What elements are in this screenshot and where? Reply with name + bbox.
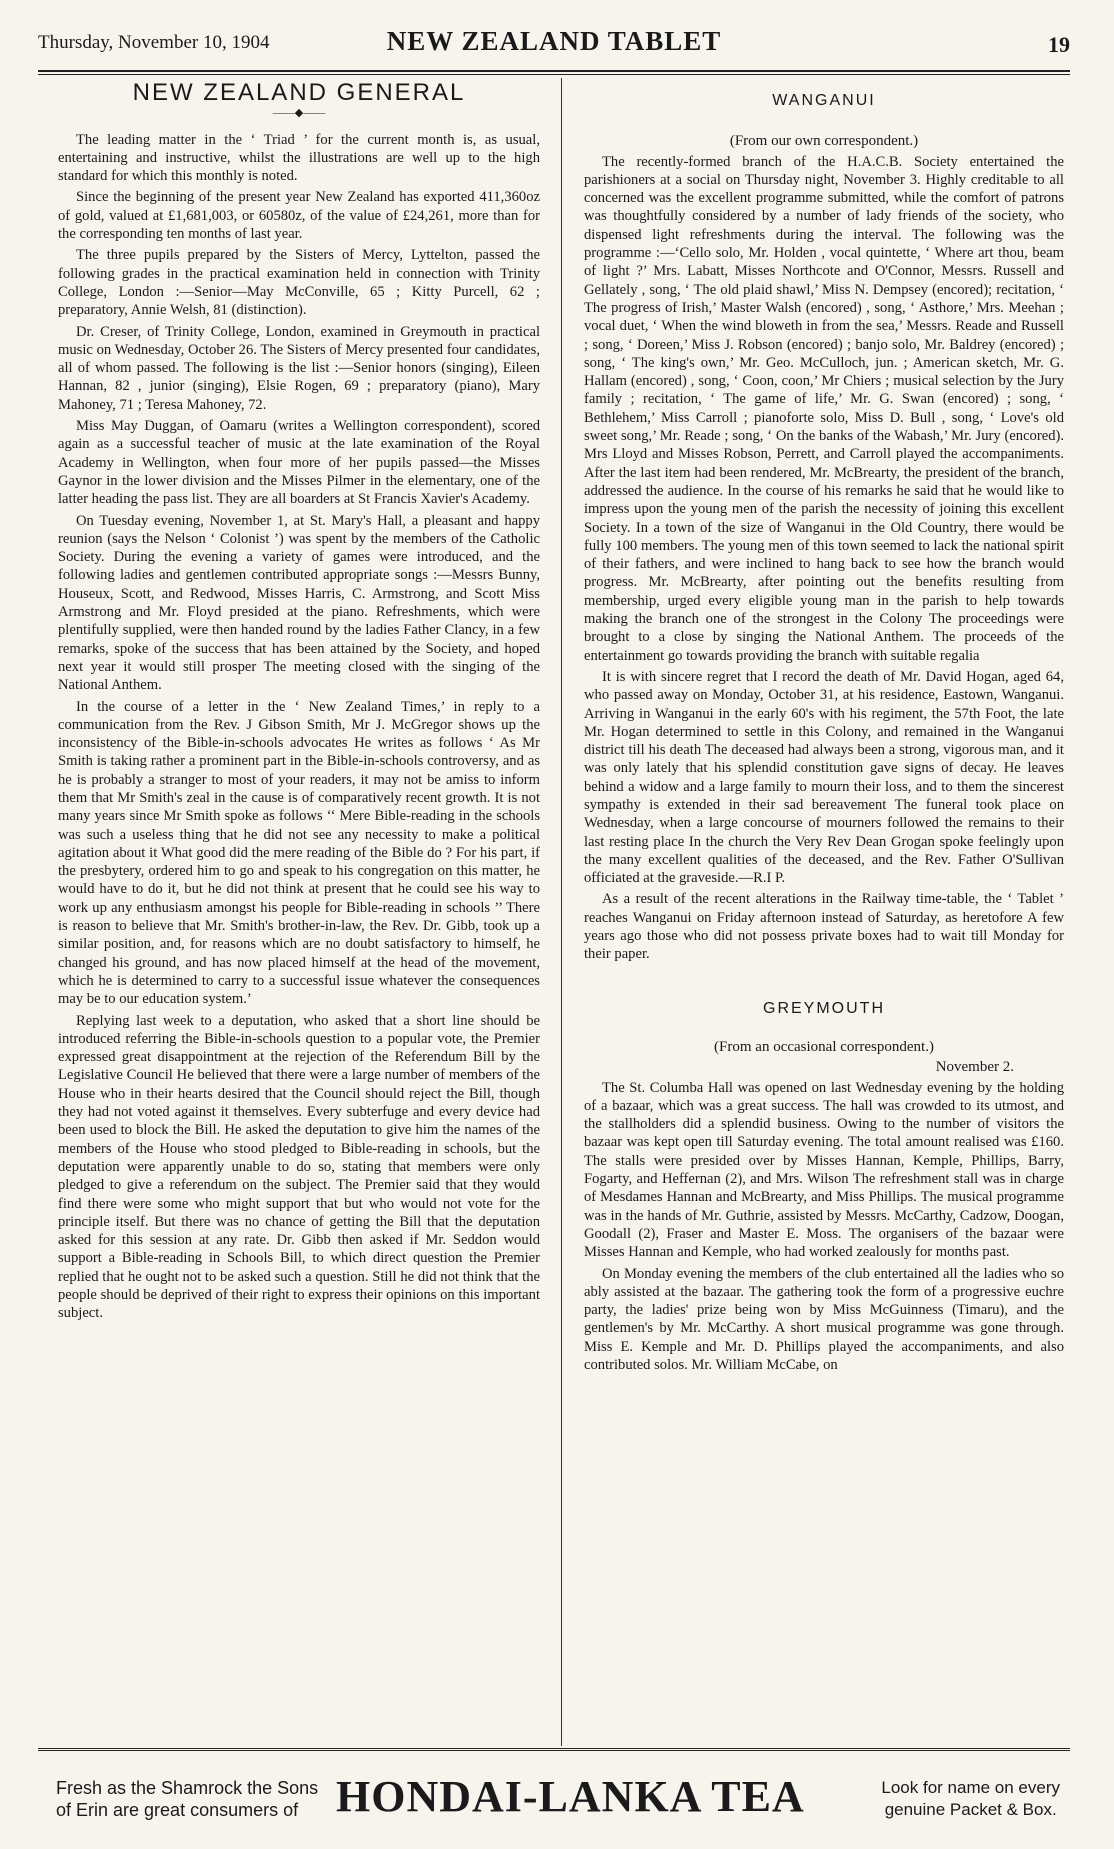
section-heading-greymouth: GREYMOUTH — [763, 999, 885, 1017]
article-paragraph: In the course of a letter in the ‘ New Zealand Times,’ in reply to a communication from the Rev. J Gibson Smith, Mr J. McGregor shows up the inconsistency of the Bible-in-schools advocates He writes as follows ‘ As Mr Smith is taking rather a prominent part in the Bible-in-schools controversy, and as he is probably a stranger to most of your readers, it may not be amiss to inform them that Mr Smith's zeal in the cause is of comparatively recent growth. It is not many years since Mr Smith spoke as follows ‘‘ Mere Bible-reading in the schools was such a useless thing that he did not see any necessity to make a political agitation about it What good did the mere reading of the Bible do ? For his part, if the presbytery, ordered him to go and speak to his congregation on this matter, he would have to do it, but he did not think at present that he could see his way to work up any enthusiasm amongst his people for Bible-reading in schools ’’ There is reason to believe that Mr. Smith's brother-in-law, the Rev. Dr. Gibb, took up a similar position, and, for reasons which are no doubt satisfactory to himself, he changed his ground, and has now placed himself at the head of the movement, which he is determined to carry to a successful issue whatever the consequences may be to our education system.’ — [58, 698, 540, 1008]
article-paragraph: On Monday evening the members of the club entertained all the ladies who so ably assisted at the bazaar. The gathering took the form of a progressive euchre party, the ladies' prize being won by Miss McGuinness (Timaru), and the gentlemen's by Mr. McCarthy. A short musical programme was gone through. Miss E. Kemple and Mr. D. Phillips played the accompaniments, and also contributed solos. Mr. William McCabe, on — [584, 1265, 1064, 1373]
article-paragraph: The St. Columba Hall was opened on last Wednesday evening by the holding of a bazaar, which was a great success. The hall was crowded to its utmost, and the stallholders did a splendid business. Owing to the number of visitors the bazaar was kept open till Saturday evening. The total amount realised was £160. The stalls were presided over by Misses Hannan, Kemple, Phillips, Barry, Fogarty, and Heffernan (2), and Mrs. Wilson The refreshment stall was in charge of Mesdames Hannan and McBrearty, and Miss Phillips. The musical programme was in the hands of Mr. Guthrie, assisted by Messrs. McCarthy, Cadzow, Doogan, Goodall (2), Fraser and Master E. Moss. The organisers of the bazaar were Misses Hannan and Kemple, who had worked zealously for months past. — [584, 1079, 1064, 1261]
advertisement-footer — [38, 1748, 1070, 1839]
article-paragraph: On Tuesday evening, November 1, at St. Mary's Hall, a pleasant and happy reunion (says the Nelson ‘ Colonist ’) was spent by the members of the Catholic Society. During the evening a variety of games were introduced, and the following ladies and gentlemen contributed appropriate songs :—Messrs Bunny, Houseux, Scott, and Redwood, Misses Harris, C. Armstrong, and Scott Miss Armstrong and Mr. Floyd presided at the piano. Refreshments, which were plentifully supplied, were then handed round by the ladies Father Clancy, in a few remarks, spoke of the success that has been attained by the Society, and hoped next year it would still prosper The meeting closed with the singing of the National Anthem. — [58, 512, 540, 694]
ad-note-line: Look for name on every — [881, 1778, 1060, 1797]
byline: (From an occasional correspondent.) — [714, 1038, 934, 1055]
article-paragraph: The recently-formed branch of the H.A.C.B. Society entertained the parishioners at a social on Thursday night, November 3. Highly creditable to all concerned was the excellent programme submitted, while the comfort of patrons was thoughtfully considered by a number of lady friends of the society, who dispensed light refreshments during the interval. The following was the programme :—‘Cello solo, Mr. Holden , vocal quintette, ‘ Where art thou, beam of light ?’ Mrs. Labatt, Misses Northcote and O'Connor, Messrs. Russell and Gellately , song, ‘ The old plaid shawl,’ Miss N. Dempsey (encored); recitation, ‘ The progress of Irish,’ Master Walsh (encored) , song, ‘ Asthore,’ Mrs. Meehan ; vocal duet, ‘ When the wind bloweth in from the sea,’ Messrs. Reade and Russell ; song, ‘ Doreen,’ Miss J. Robson (encored) ; banjo solo, Mr. Baldrey (encored) ; song, ‘ The king's own,’ Mr. Geo. McCulloch, jun. ; American sketch, Mr. G. Hallam (encored) , song, ‘ Coon, coon,’ Mr Chiers ; musical selection by the Jury family ; recitation, ‘ The game of life,’ Mr. G. Swan (encored) ; song, ‘ Bethlehem,’ Miss Carroll ; pianoforte solo, Miss D. Bull , song, ‘ Love's old sweet song,’ Mr. Reade ; song, ‘ On the banks of the Wabash,’ Mr. Jury (encored). Mrs Lloyd and Misses Robson, Perrett, and Carroll played the accompaniments. After the last item had been rendered, Mr. McBrearty, the president of the branch, addressed the audience. In the course of his remarks he said that he would like to impress upon the young men of the parish the necessity of joining this excellent Society. In a town of the size of Wanganui in the Old Country, there would be fully 100 members. The young men of this town seemed to lack the national spirit of their fathers, and were inclined to hang back to see how the branch would progress. Mr. McBrearty, after pointing out the benefits resulting from membership, urged every eligible young man in the parish to help towards making the branch one of the strongest in the Colony The proceedings were brought to a close by singing the National Anthem. The proceeds of the entertainment go towards providing the branch with suitable regalia — [584, 153, 1064, 664]
article-paragraph: Replying last week to a deputation, who asked that a short line should be introduced referring the Bible-in-schools question to a popular vote, the Premier expressed great disappointment at the rejection of the Referendum Bill by the Legislative Council He believed that there were a large number of members of the House who in their hearts desired that the Council should reject the Bill, though they had not voted against it themselves. Every subterfuge and every device had been used to block the Bill. He asked the deputation to give him the names of the members of the House who stood pledged to Bible-reading in schools, but the deputation were apparently unable to do so, stating that members were only pledged to give a referendum on the subject. The Premier said that they would find there were some who might support that but who would not vote for the principle itself. But there was no chance of getting the Bill that the deputation asked for this session at any rate. Dr. Gibb then asked if Mr. Seddon would support a Bible-reading in Schools Bill, to which direct question the Premier replied that he ought not to be asked such a question. Still he did not think that the people should be deprived of their right to express their opinions on this important subject. — [58, 1012, 540, 1322]
column-divider — [561, 78, 562, 1746]
byline: (From our own correspondent.) — [729, 133, 919, 150]
section-heading-nz-general: NEW ZEALAND GENERAL — [132, 79, 466, 106]
heading-ornament: ——◆—— — [272, 107, 326, 120]
article-paragraph: The three pupils prepared by the Sisters of Mercy, Lyttelton, passed the following grades in the practical examination held in connection with Trinity College, London :—Senior—May McConville, 65 ; Kitty Purcell, 62 ; preparatory, Annie Welsh, 81 (distinction). — [58, 247, 540, 319]
article-paragraph: As a result of the recent alterations in the Railway time-table, the ‘ Tablet ’ reaches Wanganui on Friday afternoon instead of Saturday, as heretofore A few years ago those who did not possess private boxes had to wait till Monday for their paper. — [584, 891, 1064, 963]
masthead: NEW ZEALAND TABLET — [386, 26, 722, 56]
article-paragraph: The leading matter in the ‘ Triad ’ for the current month is, as usual, entertaining and instructive, whilst the illustrations are well up to the high standard for which this monthly is noted. — [58, 131, 540, 185]
header-rule — [38, 74, 1070, 75]
right-column — [584, 80, 1064, 1377]
issue-date: Thursday, November 10, 1904 — [38, 32, 270, 53]
ad-tagline-line: Fresh as the Shamrock the Sons — [56, 1778, 319, 1798]
ad-tagline-line: of Erin are great consumers of — [56, 1800, 299, 1820]
section-heading-wanganui: WANGANUI — [772, 92, 876, 109]
ad-note-line: genuine Packet & Box. — [884, 1800, 1057, 1819]
page-number: 19 — [1048, 32, 1070, 57]
page-header — [38, 22, 1070, 72]
left-column — [58, 80, 540, 1326]
article-paragraph: Miss May Duggan, of Oamaru (writes a Wellington correspondent), scored again as a successful teacher of music at the late examination of the Royal Academy in Wellington, when four more of her pupils passed—the Misses Gaynor in the lower division and the Misses Pilmer in the elementary, one of the latter heading the pass list. They are all boarders at St Francis Xavier's Academy. — [58, 418, 540, 508]
article-paragraph: It is with sincere regret that I record the death of Mr. David Hogan, aged 64, who passed away on Monday, October 31, at his residence, Eastown, Wanganui. Arriving in Wanganui in the early 60's with his regiment, the 57th Foot, the late Mr. Hogan determined to settle in this Colony, and remained in the Wanganui district till his death The deceased had always been a strong, vigorous man, and it was only lately that his splendid constitution gave signs of decay. He leaves behind a widow and a large family to mourn their loss, and to them the sincerest sympathy is extended in their sad bereavement The funeral took place on Wednesday, when a large concourse of mourners followed the remains to their last resting place In the church the Very Rev Dean Grogan spoke feelingly upon the many excellent qualities of the deceased, and the Rev. Father O'Sullivan officiated at the graveside.—R.I P. — [584, 668, 1064, 887]
ad-brand-name: HONDAI-LANKA TEA — [336, 1772, 805, 1821]
ad-tagline — [56, 1777, 318, 1821]
ad-note — [881, 1777, 1060, 1821]
dateline: November 2. — [935, 1059, 1014, 1076]
article-paragraph: Since the beginning of the present year New Zealand has exported 411,360oz of gold, valued at £1,681,003, or 60580z, of the value of £24,261, more than for the corresponding ten months of last year. — [58, 189, 540, 243]
article-paragraph: Dr. Creser, of Trinity College, London, examined in Greymouth in practical music on Wednesday, October 26. The Sisters of Mercy presented four candidates, all of whom passed. The following is the list :—Senior honors (singing), Eileen Hannan, 82 , junior (singing), Elsie Rogen, 69 ; preparatory (piano), Mary Mahoney, 71 ; Teresa Mahoney, 72. — [58, 323, 540, 413]
